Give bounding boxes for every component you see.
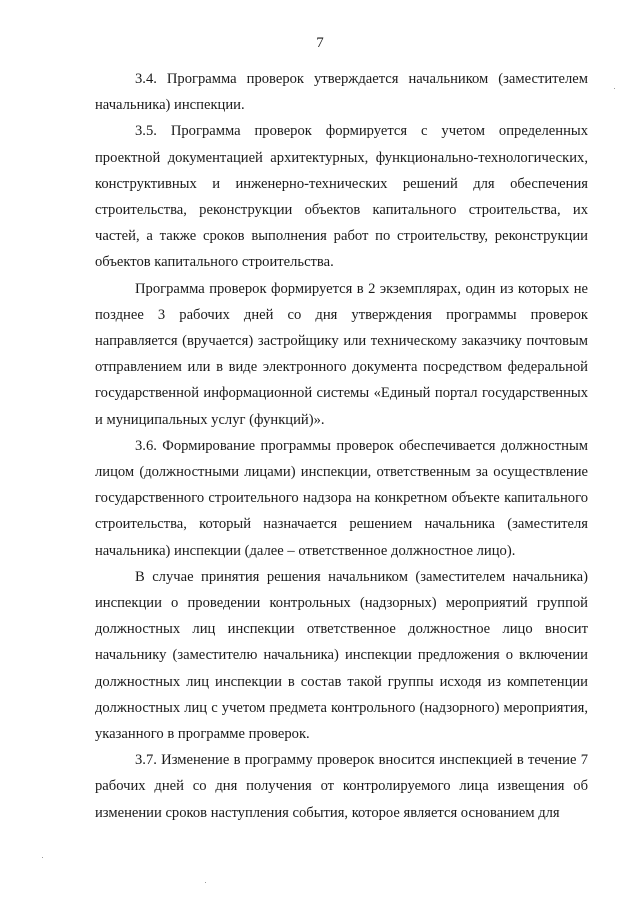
scan-speck xyxy=(614,88,615,89)
scan-speck xyxy=(42,857,43,858)
paragraph-3-4: 3.4. Программа проверок утверждается начальником (заместителем начальника) инспекции. xyxy=(95,71,588,114)
document-body xyxy=(95,66,588,826)
paragraph-3-7: 3.7. Изменение в программу проверок вносится инспекцией в течение 7 рабочих дней со дня получения от контролируемого лица извещения об изменении сроков наступления события, которое является основанием для xyxy=(95,752,588,821)
paragraph-group-inspection: В случае принятия решения начальником (заместителем начальника) инспекции о проведении контрольных (надзорных) мероприятий группой должностных лиц инспекции ответственное должностное лицо вносит начальнику (заместителю начальника) инспекции предложения о включении должностных лиц инспекции в состав такой группы исходя из компетенции должностных лиц с учетом предмета контрольного (надзорного) мероприятия, указанного в программе проверок. xyxy=(95,568,588,743)
paragraph-program-copies: Программа проверок формируется в 2 экземплярах, один из которых не позднее 3 рабочих дней со дня утверждения программы проверок направляется (вручается) застройщику или техническому заказчику почтовым отправлением или в виде электронного документа посредством федеральной государственной информационной системы «Единый портал государственных и муниципальных услуг (функций)». xyxy=(95,280,588,428)
paragraph-3-6: 3.6. Формирование программы проверок обеспечивается должностным лицом (должностными лицами) инспекции, ответственным за осуществление государственного строительного надзора на конкретном объекте капитального строительства, который назначается решением начальника (заместителя начальника) инспекции (далее – ответственное должностное лицо). xyxy=(95,437,588,559)
page-number: 7 xyxy=(316,35,324,51)
paragraph-3-5: 3.5. Программа проверок формируется с учетом определенных проектной документацией архитектурных, функционально-технологических, конструктивных и инженерно-технических решений для обеспечения строительства, реконструкции объектов капитального строительства, их частей, а также сроков выполнения работ по строительству, реконструкции объектов капитального строительства. xyxy=(95,123,588,271)
scan-speck xyxy=(205,882,206,883)
